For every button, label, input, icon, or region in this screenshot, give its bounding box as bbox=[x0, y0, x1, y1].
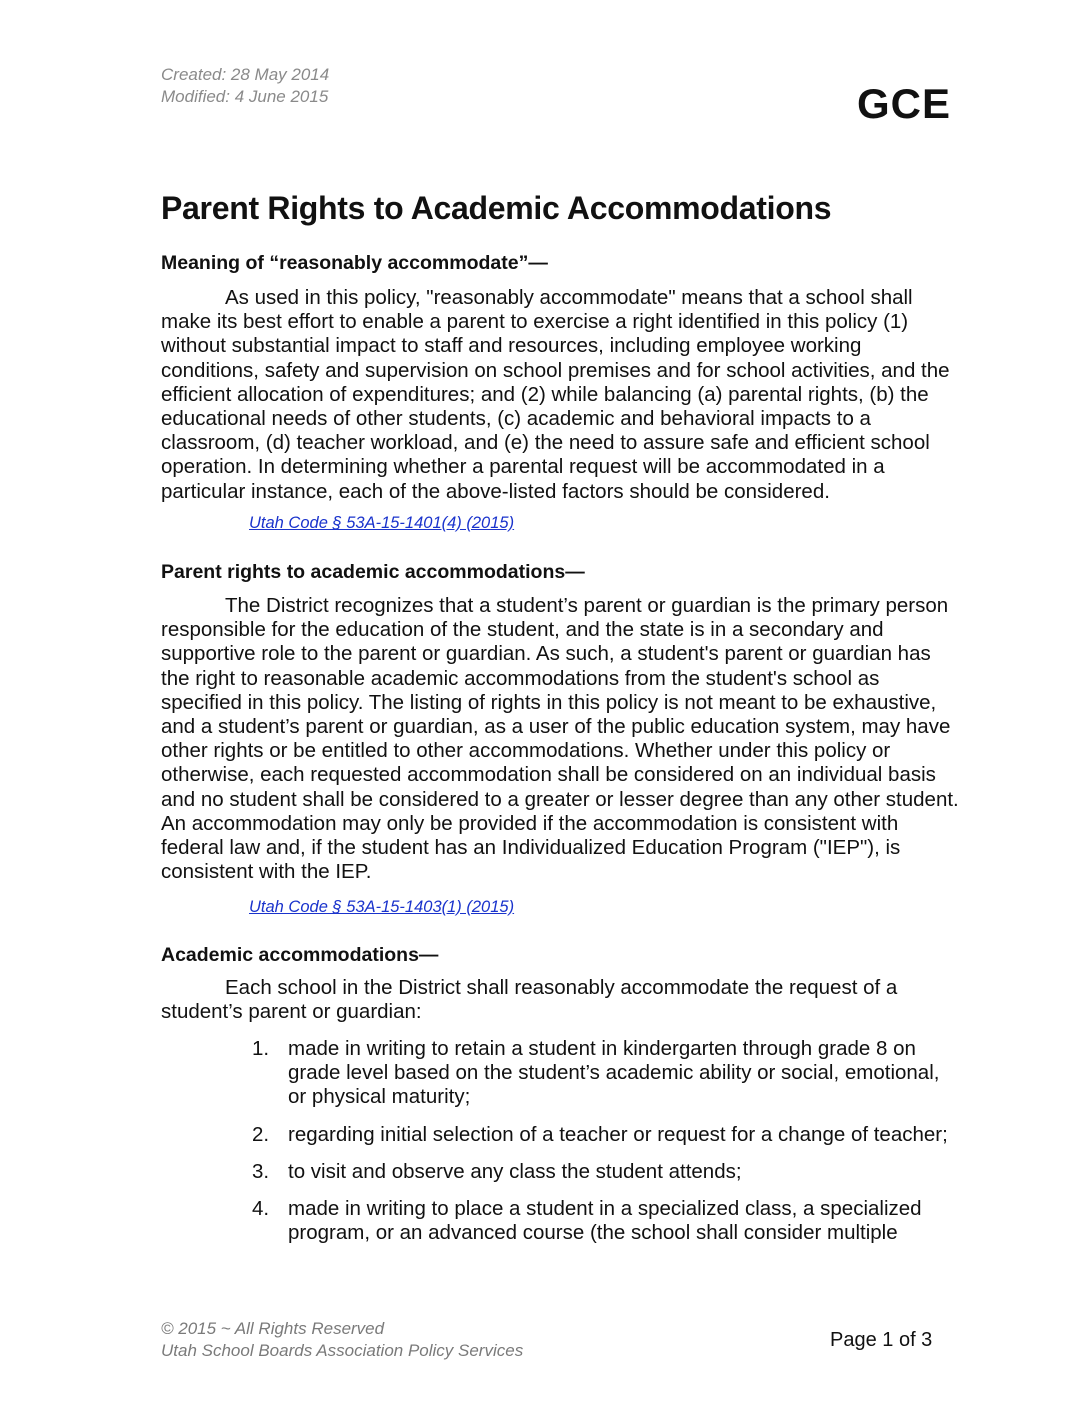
list-item-number: 4. bbox=[252, 1197, 270, 1221]
page-title: Parent Rights to Academic Accommodations bbox=[161, 190, 832, 226]
list-item-number: 1. bbox=[252, 1037, 270, 1060]
section-heading-parent-rights: Parent rights to academic accommodations— bbox=[161, 561, 585, 583]
list-item-text: made in writing to retain a student in kindergarten through grade 8 on grade level based on the student’s academic ability or social, emotional, or physical maturity; bbox=[288, 1037, 940, 1109]
section-paragraph-meaning: As used in this policy, "reasonably accommodate" means that a school shall make its best effort to enable a parent to exercise a right identified in this policy (1) without substantial impact to staff and resources, including employee working conditions, safety and supervision on school premises and for school activities, and the efficient allocation of expenditures; and (2) while balancing (a) parental rights, (b) the educational needs of other students, (c) academic and behavioral impacts to a classroom, (d) teacher workload, and (e) the need to assure safe and efficient school operation. In determining whether a parental request will be accommodated in a particular instance, each of the above-listed factors should be considered. bbox=[161, 286, 950, 503]
policy-code: GCE bbox=[857, 80, 952, 127]
list-item-text: to visit and observe any class the student attends; bbox=[288, 1159, 742, 1183]
footer-org: Utah School Boards Association Policy Services bbox=[161, 1341, 524, 1360]
section-heading-academic: Academic accommodations— bbox=[161, 944, 439, 966]
citation-link-1401[interactable]: Utah Code § 53A-15-1401(4) (2015) bbox=[249, 514, 515, 532]
section-paragraph-academic: Each school in the District shall reasonably accommodate the request of a student’s parent or guardian: bbox=[161, 976, 898, 1024]
footer-copyright-block bbox=[161, 1318, 523, 1362]
created-date: Created: 28 May 2014 bbox=[161, 65, 330, 84]
list-item-text: regarding initial selection of a teacher or request for a change of teacher; bbox=[288, 1122, 948, 1146]
list-item bbox=[252, 1123, 962, 1147]
section-paragraph-parent-rights: The District recognizes that a student’s parent or guardian is the primary person responsible for the education of the student, and the state is in a secondary and supportive role to the parent or guardian. As such, a student's parent or guardian has the right to reasonable academic accommodations from the student's school as specified in this policy. The listing of rights in this policy is not meant to be exhaustive, and a student’s parent or guardian, as a user of the public education system, may have other rights or be entitled to other accommodations. Whether under this policy or otherwise, each requested accommodation shall be considered on an individual basis and no student shall be considered to a greater or lesser degree than any other student. An accommodation may only be provided if the accommodation is consistent with federal law and, if the student has an Individualized Education Program ("IEP"), is consistent with the IEP. bbox=[161, 594, 959, 884]
list-item bbox=[252, 1037, 962, 1110]
modified-date: Modified: 4 June 2015 bbox=[161, 87, 329, 106]
accommodation-list bbox=[252, 1037, 962, 1258]
citation-link-1403[interactable]: Utah Code § 53A-15-1403(1) (2015) bbox=[249, 898, 515, 916]
list-item bbox=[252, 1197, 962, 1245]
footer-copyright: © 2015 ~ All Rights Reserved bbox=[161, 1319, 385, 1338]
page-number: Page 1 of 3 bbox=[830, 1329, 933, 1351]
list-item bbox=[252, 1160, 962, 1184]
section-heading-meaning: Meaning of “reasonably accommodate”— bbox=[161, 252, 548, 274]
list-item-text: made in writing to place a student in a specialized class, a specialized program, or an advanced course (the school shall consider multiple bbox=[288, 1197, 922, 1245]
list-item-number: 2. bbox=[252, 1122, 270, 1146]
list-item-number: 3. bbox=[252, 1159, 270, 1183]
document-dates bbox=[161, 64, 329, 108]
